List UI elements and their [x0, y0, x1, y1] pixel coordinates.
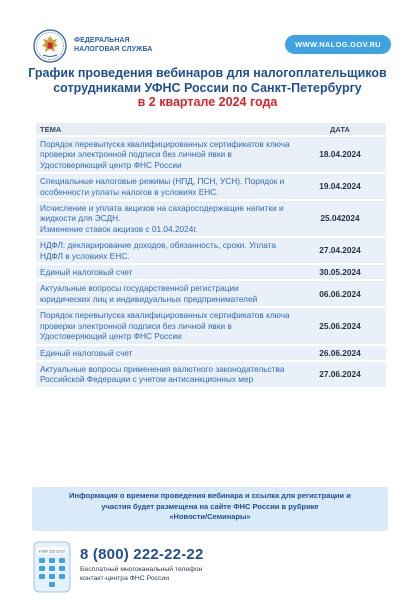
page-title	[0, 66, 415, 110]
table-row	[36, 174, 386, 199]
webinar-date: 25.06.2024	[294, 308, 386, 343]
hotline-description-line: контакт-центра ФНС России	[80, 574, 170, 582]
column-header-topic: ТЕМА	[36, 123, 294, 135]
info-line: участия будет размещена на сайте ФНС России в рубрике	[101, 501, 319, 511]
phone-icon	[33, 541, 71, 593]
info-link-text: «Новости/Семинары»	[169, 512, 251, 521]
webinar-topic: Актуальные вопросы государственной регистрации юридических лиц и индивидуальных предпринимателей	[36, 281, 294, 306]
hotline-description	[80, 566, 202, 583]
webinar-schedule-table	[36, 121, 386, 389]
webinar-topic: Порядок перевыпуска квалифицированных сертификатов ключа проверки электронной подписи без личной явки в Удостоверяющий центр ФНС России	[36, 137, 294, 172]
org-name-line: НАЛОГОВАЯ СЛУЖБА	[74, 46, 153, 53]
webinar-topic: Единый налоговый счет	[36, 265, 294, 279]
hotline-description-line: Бесплатный многоканальный телефон	[80, 566, 203, 573]
webinar-date: 26.06.2024	[294, 346, 386, 360]
title-line: сотрудниками УФНС России по Санкт-Петербургу	[53, 80, 362, 95]
webinar-date: 06.06.2024	[294, 281, 386, 306]
phone-icon-number: 8 800 222-22-22	[38, 549, 66, 554]
hotline-phone[interactable]: 8 (800) 222-22-22	[80, 546, 204, 563]
webinar-date: 27.04.2024	[294, 238, 386, 263]
title-line: График проведения вебинаров для налогоплательщиков	[28, 66, 387, 80]
table-row	[36, 346, 386, 360]
header	[0, 0, 415, 62]
webinar-topic: Специальные налоговые режимы (НПД, ПСН, УСН). Порядок и особенности уплаты налогов в условиях ЕНС.	[36, 174, 294, 199]
webinar-topic: Порядок перевыпуска квалифицированных сертификатов ключа проверки электронной подписи без личной явки в Удостоверяющий центр ФНС России	[36, 308, 294, 343]
title-period: в 2 квартале 2024 года	[137, 95, 278, 109]
webinar-topic: Исчисление и уплата акцизов на сахаросодержащие напитки и жидкости для ЭСДН. Изменение ставок акцизов с 01.04.2024г.	[36, 201, 294, 236]
website-link-button[interactable]: WWW.NALOG.GOV.RU	[285, 35, 391, 54]
webinar-date: 27.06.2024	[294, 362, 386, 387]
webinar-date: 30.05.2024	[294, 265, 386, 279]
table-row	[36, 238, 386, 263]
org-name-line: ФЕДЕРАЛЬНАЯ	[74, 37, 130, 44]
webinar-date: 25.042024	[294, 201, 386, 236]
table-row	[36, 265, 386, 279]
webinar-topic: НДФЛ: декларирование доходов, обязанность, сроки. Уплата НДФЛ в условиях ЕНС.	[36, 238, 294, 263]
fns-emblem-icon	[33, 29, 67, 63]
webinar-date: 18.04.2024	[294, 137, 386, 172]
table-row	[36, 362, 386, 387]
webinar-topic: Единый налоговый счет	[36, 346, 294, 360]
table-row	[36, 201, 386, 236]
org-name	[74, 36, 153, 54]
table-row	[36, 308, 386, 343]
table-header-row	[36, 123, 386, 135]
info-line: Информация о времени проведения вебинара и ссылка для регистрации и	[69, 491, 351, 500]
webinar-date: 19.04.2024	[294, 174, 386, 199]
column-header-date: ДАТА	[294, 123, 386, 135]
info-banner	[32, 487, 388, 531]
table-row	[36, 281, 386, 306]
table-row	[36, 137, 386, 172]
webinar-topic: Актуальные вопросы применения валютного законодательства Российской Федерации с учетом антисанкционных мер	[36, 362, 294, 387]
